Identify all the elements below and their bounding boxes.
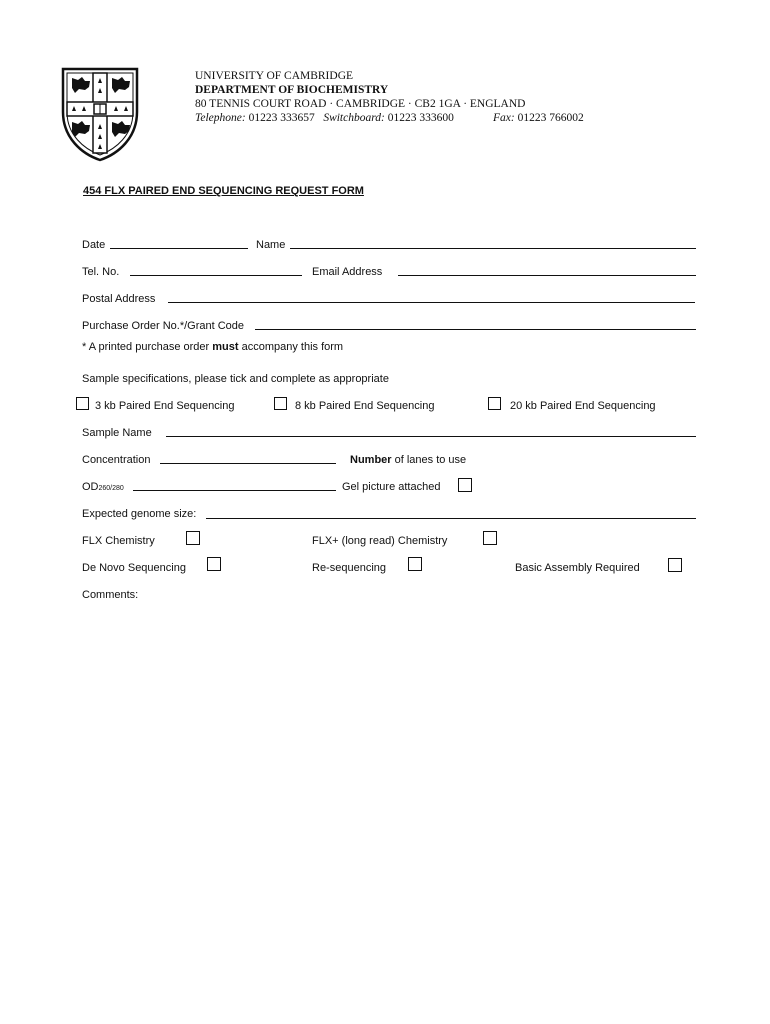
name-field[interactable] bbox=[290, 248, 696, 249]
lanes-label-bold: Number bbox=[350, 454, 392, 466]
telephone-number: 01223 333657 bbox=[248, 112, 315, 124]
email-field[interactable] bbox=[398, 275, 696, 276]
po-note-suffix: accompany this form bbox=[238, 341, 344, 353]
od-label-main: OD bbox=[82, 481, 99, 493]
fax-number: 01223 766002 bbox=[517, 112, 584, 124]
switchboard-number: 01223 333600 bbox=[387, 112, 454, 124]
date-label: Date bbox=[82, 239, 106, 251]
tel-field[interactable] bbox=[130, 275, 302, 276]
basic-assembly-checkbox[interactable] bbox=[668, 558, 682, 572]
seq-8kb-label: 8 kb Paired End Sequencing bbox=[295, 400, 435, 412]
po-note-emphasis: must bbox=[212, 341, 239, 353]
po-field[interactable] bbox=[255, 329, 696, 330]
date-field[interactable] bbox=[110, 248, 248, 249]
department-address: 80 TENNIS COURT ROAD · CAMBRIDGE · CB2 1GA · ENGLAND bbox=[195, 98, 526, 110]
seq-8kb-checkbox[interactable] bbox=[274, 397, 287, 410]
lanes-label-rest: of lanes to use bbox=[391, 454, 467, 466]
postal-label: Postal Address bbox=[82, 293, 156, 305]
flx-plus-chemistry-label: FLX+ (long read) Chemistry bbox=[312, 535, 448, 547]
od-label bbox=[82, 481, 124, 495]
email-label: Email Address bbox=[312, 266, 383, 278]
telephone-label: Telephone: bbox=[195, 112, 246, 124]
university-crest-icon bbox=[60, 66, 140, 162]
de-novo-checkbox[interactable] bbox=[207, 557, 221, 571]
switchboard-label: Switchboard: bbox=[323, 112, 385, 124]
gel-picture-checkbox[interactable] bbox=[458, 478, 472, 492]
seq-20kb-checkbox[interactable] bbox=[488, 397, 501, 410]
tel-label: Tel. No. bbox=[82, 266, 120, 278]
university-name: UNIVERSITY OF CAMBRIDGE bbox=[195, 70, 354, 82]
concentration-label: Concentration bbox=[82, 454, 151, 466]
form-title: 454 FLX PAIRED END SEQUENCING REQUEST FORM bbox=[83, 185, 364, 197]
lanes-label bbox=[350, 454, 466, 467]
flx-chemistry-label: FLX Chemistry bbox=[82, 535, 155, 547]
flx-chemistry-checkbox[interactable] bbox=[186, 531, 200, 545]
genome-size-field[interactable] bbox=[206, 518, 696, 519]
po-note bbox=[82, 341, 343, 354]
po-note-prefix: * A printed purchase order bbox=[82, 341, 213, 353]
sample-name-field[interactable] bbox=[166, 436, 696, 437]
sample-spec-instruction: Sample specifications, please tick and complete as appropriate bbox=[82, 373, 389, 385]
concentration-field[interactable] bbox=[160, 463, 336, 464]
department-name: DEPARTMENT OF BIOCHEMISTRY bbox=[195, 84, 389, 96]
fax-label: Fax: bbox=[493, 112, 515, 124]
resequencing-label: Re-sequencing bbox=[312, 562, 386, 574]
seq-20kb-label: 20 kb Paired End Sequencing bbox=[510, 400, 656, 412]
flx-plus-chemistry-checkbox[interactable] bbox=[483, 531, 497, 545]
od-label-subscript: 260/280 bbox=[98, 485, 124, 492]
name-label: Name bbox=[256, 239, 286, 251]
fax-line bbox=[493, 111, 584, 125]
comments-area[interactable] bbox=[82, 606, 696, 806]
basic-assembly-label: Basic Assembly Required bbox=[515, 562, 640, 574]
postal-field[interactable] bbox=[168, 302, 695, 303]
resequencing-checkbox[interactable] bbox=[408, 557, 422, 571]
sample-name-label: Sample Name bbox=[82, 427, 152, 439]
seq-3kb-checkbox[interactable] bbox=[76, 397, 89, 410]
seq-3kb-label: 3 kb Paired End Sequencing bbox=[95, 400, 235, 412]
comments-label: Comments: bbox=[82, 589, 139, 601]
po-label: Purchase Order No.*/Grant Code bbox=[82, 320, 245, 332]
de-novo-label: De Novo Sequencing bbox=[82, 562, 186, 574]
gel-picture-label: Gel picture attached bbox=[342, 481, 441, 493]
genome-size-label: Expected genome size: bbox=[82, 508, 197, 520]
od-field[interactable] bbox=[133, 490, 336, 491]
contact-line bbox=[195, 111, 454, 125]
